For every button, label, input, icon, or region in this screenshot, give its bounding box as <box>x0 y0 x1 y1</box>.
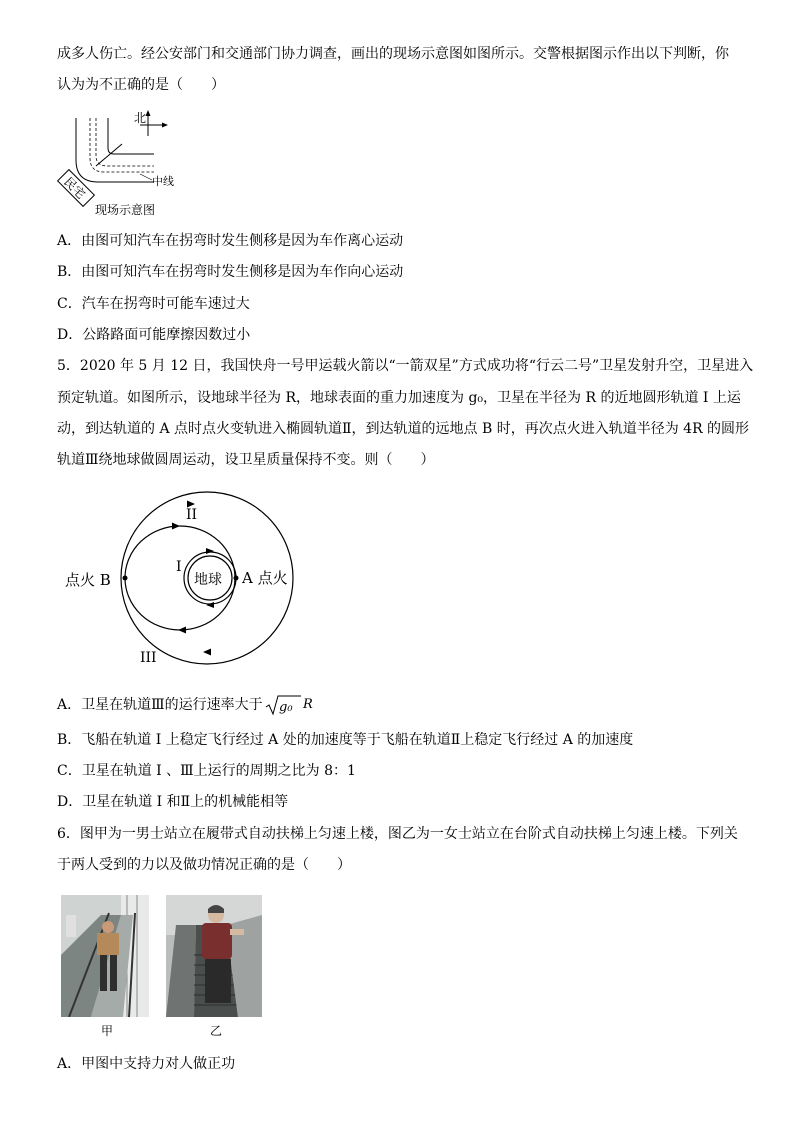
house-label: 民宅 <box>61 174 89 202</box>
q5-option-b: B．飞船在轨道 I 上稳定飞行经过 A 处的加速度等于飞船在轨道Ⅱ上稳定飞行经过 A 的加速度 <box>57 732 634 748</box>
photo-jia <box>61 895 149 1017</box>
q5-option-c: C．卫星在轨道 I 、Ⅲ上运行的周期之比为 8：1 <box>57 763 356 779</box>
q5-stem-line1: 5．2020 年 5 月 12 日，我国快舟一号甲运载火箭以“一箭双星”方式成功将“行云二号”卫星发射升空，卫星进入 <box>57 358 754 374</box>
orbit-label-i: I <box>176 559 182 575</box>
photo-caption-yi: 乙 <box>210 1024 223 1038</box>
sqrt-r: R <box>302 697 313 712</box>
point-a-label: A 点火 <box>242 569 288 587</box>
q4-option-a: A．由图可知汽车在拐弯时发生侧移是因为车作离心运动 <box>57 233 404 249</box>
scene-caption: 现场示意图 <box>95 203 156 217</box>
q5-option-a <box>57 694 317 716</box>
photo-caption-jia: 甲 <box>101 1024 114 1038</box>
q6-stem-line1: 6．图甲为一男士站立在履带式自动扶梯上匀速上楼，图乙为一女士站立在台阶式自动扶梯上匀速上楼。下列关 <box>57 826 738 842</box>
q5-stem-line4: 轨道Ⅲ绕地球做圆周运动，设卫星质量保持不变。则（ ） <box>57 452 435 468</box>
sqrt-g0: g₀ <box>278 700 293 715</box>
photo-yi <box>166 895 262 1017</box>
q5-stem-line3: 动，到达轨道的 A 点时点火变轨进入椭圆轨道Ⅱ，到达轨道的远地点 B 时，再次点火进入轨道半径为 4R 的圆形 <box>57 421 750 437</box>
earth-label: 地球 <box>194 572 222 588</box>
north-label: 北 <box>134 111 147 125</box>
orbit-diagram <box>60 490 310 670</box>
point-b-label: 点火 B <box>65 571 111 589</box>
q4-option-d: D．公路路面可能摩擦因数过小 <box>57 327 251 343</box>
q6-stem-line2: 于两人受到的力以及做功情况正确的是（ ） <box>57 857 351 873</box>
orbit-label-iii: III <box>140 650 157 666</box>
q4-option-c: C．汽车在拐弯时可能车速过大 <box>57 296 250 312</box>
q5-option-d: D．卫星在轨道 I 和Ⅱ上的机械能相等 <box>57 794 289 810</box>
q5-option-a-text: A．卫星在轨道Ⅲ的运行速率大于 <box>57 697 263 713</box>
q4-stem-line1: 成多人伤亡。经公安部门和交通部门协力调查，画出的现场示意图如图所示。交警根据图示作出以下判断，你 <box>57 46 729 62</box>
house-box <box>58 170 95 207</box>
q4-option-b: B．由图可知汽车在拐弯时发生侧移是因为车作向心运动 <box>57 264 404 280</box>
q6-option-a: A．甲图中支持力对人做正功 <box>57 1056 236 1072</box>
orbit-label-ii: II <box>186 507 198 523</box>
q4-stem-line2: 认为为不正确的是（ ） <box>57 77 225 93</box>
median-label: 中线 <box>152 175 174 188</box>
sqrt-expression <box>265 694 317 716</box>
q5-stem-line2: 预定轨道。如图所示，设地球半径为 R，地球表面的重力加速度为 g₀，卫星在半径为 R 的近地圆形轨道 I 上运 <box>57 390 741 406</box>
